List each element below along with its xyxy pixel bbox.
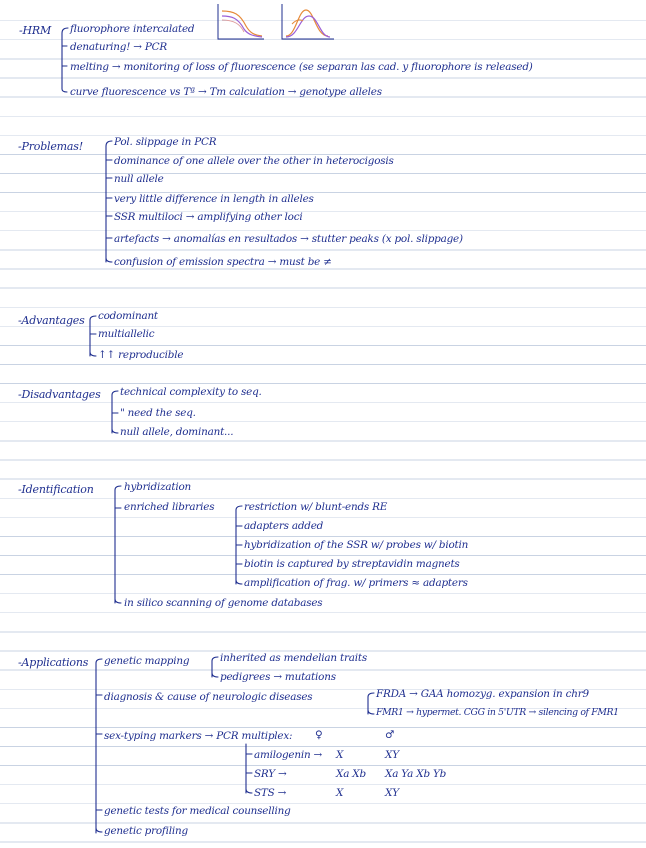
- section-title-disadvantages: -Disadvantages: [18, 388, 101, 401]
- application-genetic-mapping: genetic mapping: [104, 655, 190, 667]
- enriched-step: restriction w/ blunt-ends RE: [244, 501, 388, 513]
- marker-female: X: [336, 787, 344, 799]
- enriched-step: amplification of frag. w/ primers ≈ adapters: [244, 577, 468, 589]
- problem-item: SSR multiloci → amplifying other loci: [114, 211, 303, 223]
- enriched-step: adapters added: [244, 520, 324, 532]
- mapping-item: inherited as mendelian traits: [220, 652, 367, 664]
- section-title-applications: -Applications: [18, 656, 89, 669]
- identification-item: in silico scanning of genome databases: [124, 597, 323, 609]
- advantage-item: codominant: [98, 310, 158, 322]
- marker-male: Xa Ya Xb Yb: [385, 768, 447, 780]
- disease-item: FMR1 → hypermet. CGG in 5'UTR → silencing of FMR1: [376, 707, 619, 718]
- derivative-peak-sketch: [278, 2, 336, 42]
- identification-item: hybridization: [124, 481, 191, 493]
- problem-item: confusion of emission spectra → must be ≠: [114, 256, 332, 268]
- section-title-problems: -Problemas!: [18, 140, 83, 153]
- problem-item: artefacts → anomalías en resultados → stutter peaks (x pol. slippage): [114, 233, 463, 245]
- marker-name: STS →: [254, 787, 287, 799]
- marker-male: XY: [385, 749, 399, 761]
- problem-item: null allele: [114, 173, 164, 185]
- marker-female: Xa Xb: [336, 768, 366, 780]
- disadvantage-item: technical complexity to seq.: [120, 386, 262, 398]
- hrm-line: fluorophore intercalated: [70, 23, 195, 35]
- application-item: genetic profiling: [104, 825, 188, 837]
- disadvantage-item: " need the seq.: [120, 407, 196, 419]
- problem-item: Pol. slippage in PCR: [114, 136, 217, 148]
- male-symbol: ♂: [385, 729, 395, 741]
- identification-item: enriched libraries: [124, 501, 215, 513]
- hrm-line: curve fluorescence vs Tª → Tm calculation → genotype alleles: [70, 86, 382, 98]
- melting-curve-sketch: [214, 2, 266, 42]
- application-sex-typing: sex-typing markers → PCR multiplex:: [104, 730, 293, 742]
- section-title-identification: -Identification: [18, 483, 94, 496]
- enriched-step: hybridization of the SSR w/ probes w/ biotin: [244, 539, 469, 551]
- enriched-step: biotin is captured by streptavidin magnets: [244, 558, 460, 570]
- disease-item: FRDA → GAA homozyg. expansion in chr9: [376, 688, 589, 700]
- marker-name: SRY →: [254, 768, 287, 780]
- advantage-item: multiallelic: [98, 328, 155, 340]
- advantage-item: ↑↑ reproducible: [98, 349, 184, 361]
- marker-name: amilogenin →: [254, 749, 323, 761]
- disadvantage-item: null allele, dominant...: [120, 426, 234, 438]
- section-title-advantages: -Advantages: [18, 314, 85, 327]
- marker-female: X: [336, 749, 344, 761]
- application-item: genetic tests for medical counselling: [104, 805, 291, 817]
- problem-item: dominance of one allele over the other in heterocigosis: [114, 155, 394, 167]
- section-title-hrm: -HRM: [19, 24, 52, 37]
- hrm-line: denaturing! → PCR: [70, 41, 168, 53]
- problem-item: very little difference in length in alleles: [114, 193, 314, 205]
- marker-male: XY: [385, 787, 399, 799]
- hrm-line: melting → monitoring of loss of fluorescence (se separan las cad. y fluorophore is released): [70, 61, 533, 73]
- female-symbol: ♀: [315, 729, 323, 741]
- application-diagnosis: diagnosis & cause of neurologic diseases: [104, 691, 313, 703]
- mapping-item: pedigrees → mutations: [220, 671, 336, 683]
